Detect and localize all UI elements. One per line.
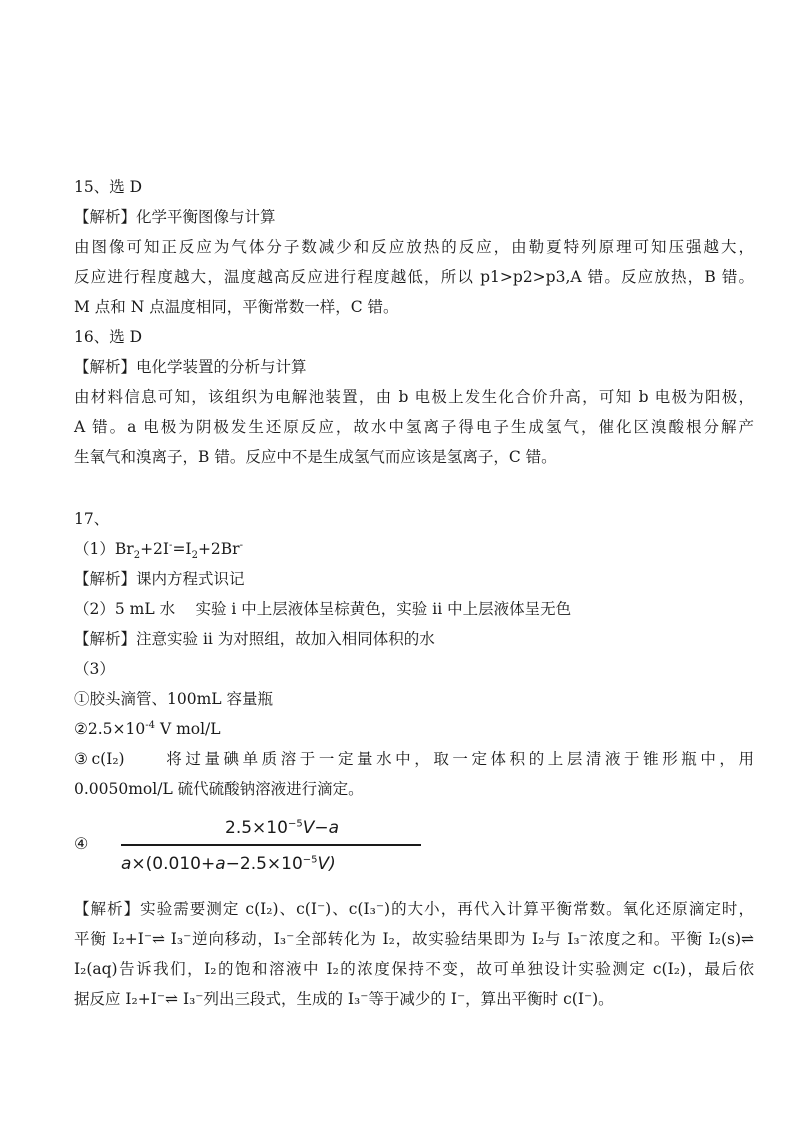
q17-part2-answer: （2）5 mL 水 实验 i 中上层液体呈棕黄色，实验 ii 中上层液体呈无色 bbox=[74, 600, 572, 618]
analysis-tag: 【解析】 bbox=[74, 358, 137, 376]
q16-text-line: A 错。a 电极为阴极发生还原反应，故水中氢离子得电子生成氢气，催化区溴酸根分解产 bbox=[74, 418, 754, 436]
den-part: V) bbox=[317, 853, 336, 874]
sub4-label: ④ bbox=[74, 834, 89, 853]
q17-sub3-line: 0.0050mol/L 硫代硫酸钠溶液进行滴定。 bbox=[74, 780, 364, 798]
eq-subscript: 2 bbox=[133, 550, 141, 562]
sub2-exponent: -4 bbox=[145, 719, 156, 731]
analysis-topic: 电化学装置的分析与计算 bbox=[136, 358, 307, 376]
q16-text-line: 生氧气和溴离子，B 错。反应中不是生成氢气而应该是氢离子，C 错。 bbox=[74, 448, 557, 466]
q17-part3-label: （3） bbox=[74, 660, 115, 678]
answer-content bbox=[74, 172, 754, 1014]
analysis-tag: 【解析】 bbox=[74, 630, 137, 648]
eq-subscript: 2 bbox=[191, 550, 198, 562]
analysis-tag: 【解析】 bbox=[74, 570, 137, 588]
q17-part1-analysis bbox=[74, 564, 754, 594]
fraction-bar bbox=[121, 844, 421, 846]
part-label: （1） bbox=[74, 540, 115, 558]
den-part: −2.5×10 bbox=[225, 853, 303, 874]
sub2-unit: V mol/L bbox=[155, 720, 221, 738]
num-part: V− bbox=[302, 818, 329, 838]
sub2-value: ②2.5×10 bbox=[74, 720, 146, 738]
eq-part: =I bbox=[172, 540, 192, 558]
q15-text-line: 反应进行程度越大，温度越高反应进行程度越低，所以 p1>p2>p3,A 错。反应放热，B 错。 bbox=[74, 268, 754, 286]
q17-final-analysis-line: 据反应 I₂+I⁻⇌ I₃⁻列出三段式，生成的 I₃⁻等于减少的 I⁻，算出平衡时 c(I⁻)。 bbox=[74, 990, 614, 1008]
q15-text-line: M 点和 N 点温度相同，平衡常数一样，C 错。 bbox=[74, 298, 399, 316]
eq-superscript: - bbox=[239, 539, 243, 551]
num-variable: a bbox=[328, 818, 339, 838]
fraction-denominator bbox=[121, 850, 431, 878]
q17-sub3-line: ③c(I₂) 将过量碘单质溶于一定量水中，取一定体积的上层清液于锥形瓶中，用 bbox=[74, 750, 754, 768]
num-part: 2.5×10 bbox=[225, 818, 288, 838]
eq-part: Br bbox=[114, 540, 134, 558]
eq-part: +2Br bbox=[197, 540, 240, 558]
den-variable: a bbox=[121, 853, 132, 874]
analysis-tag: 【解析】 bbox=[74, 208, 137, 226]
q16-heading: 16、选 D bbox=[74, 328, 143, 346]
eq-part: +2I bbox=[140, 540, 170, 558]
q17-heading: 17、 bbox=[74, 510, 110, 528]
q17-part1-equation bbox=[74, 534, 754, 564]
analysis-tag: 【解析】 bbox=[74, 900, 141, 918]
eq-superscript: - bbox=[169, 539, 173, 551]
num-exponent: −5 bbox=[287, 818, 303, 830]
q15-analysis-title bbox=[74, 202, 754, 232]
q17-sub1: ①胶头滴管、100mL 容量瓶 bbox=[74, 690, 274, 708]
fraction-formula bbox=[121, 814, 431, 878]
analysis-text: 注意实验 ii 为对照组，故加入相同体积的水 bbox=[136, 630, 435, 648]
q17-final-analysis-line: 平衡 I₂+I⁻⇌ I₃⁻逆向移动，I₃⁻全部转化为 I₂，故实验结果即为 I₂与 I₃⁻浓度之和。平衡 I₂(s)⇌ bbox=[74, 930, 754, 948]
q17-final-analysis-line bbox=[74, 894, 754, 924]
q15-text-line: 由图像可知正反应为气体分子数减少和反应放热的反应，由勒夏特列原理可知压强越大， bbox=[74, 238, 754, 256]
q16-text-line: 由材料信息可知，该组织为电解池装置，由 b 电极上发生化合价升高，可知 b 电极为阳极， bbox=[74, 388, 754, 406]
q17-part2-analysis bbox=[74, 624, 754, 654]
den-variable: a bbox=[215, 853, 226, 874]
analysis-text: 课内方程式识记 bbox=[136, 570, 245, 588]
q17-sub4-formula-row bbox=[74, 804, 754, 894]
den-exponent: −5 bbox=[302, 853, 318, 865]
q15-heading: 15、选 D bbox=[74, 178, 143, 196]
section-gap bbox=[74, 472, 754, 504]
analysis-text: 实验需要测定 c(I₂)、c(I⁻)、c(I₃⁻)的大小，再代入计算平衡常数。氧化还原滴定时， bbox=[140, 900, 754, 918]
den-part: ×(0.010+ bbox=[131, 853, 216, 874]
q16-analysis-title bbox=[74, 352, 754, 382]
q17-sub2 bbox=[74, 714, 754, 744]
analysis-topic: 化学平衡图像与计算 bbox=[136, 208, 276, 226]
fraction-numerator bbox=[121, 814, 431, 842]
q17-final-analysis-line: I₂(aq)告诉我们，I₂的饱和溶液中 I₂的浓度保持不变，故可单独设计实验测定 c(I₂)，最后依 bbox=[74, 960, 754, 978]
